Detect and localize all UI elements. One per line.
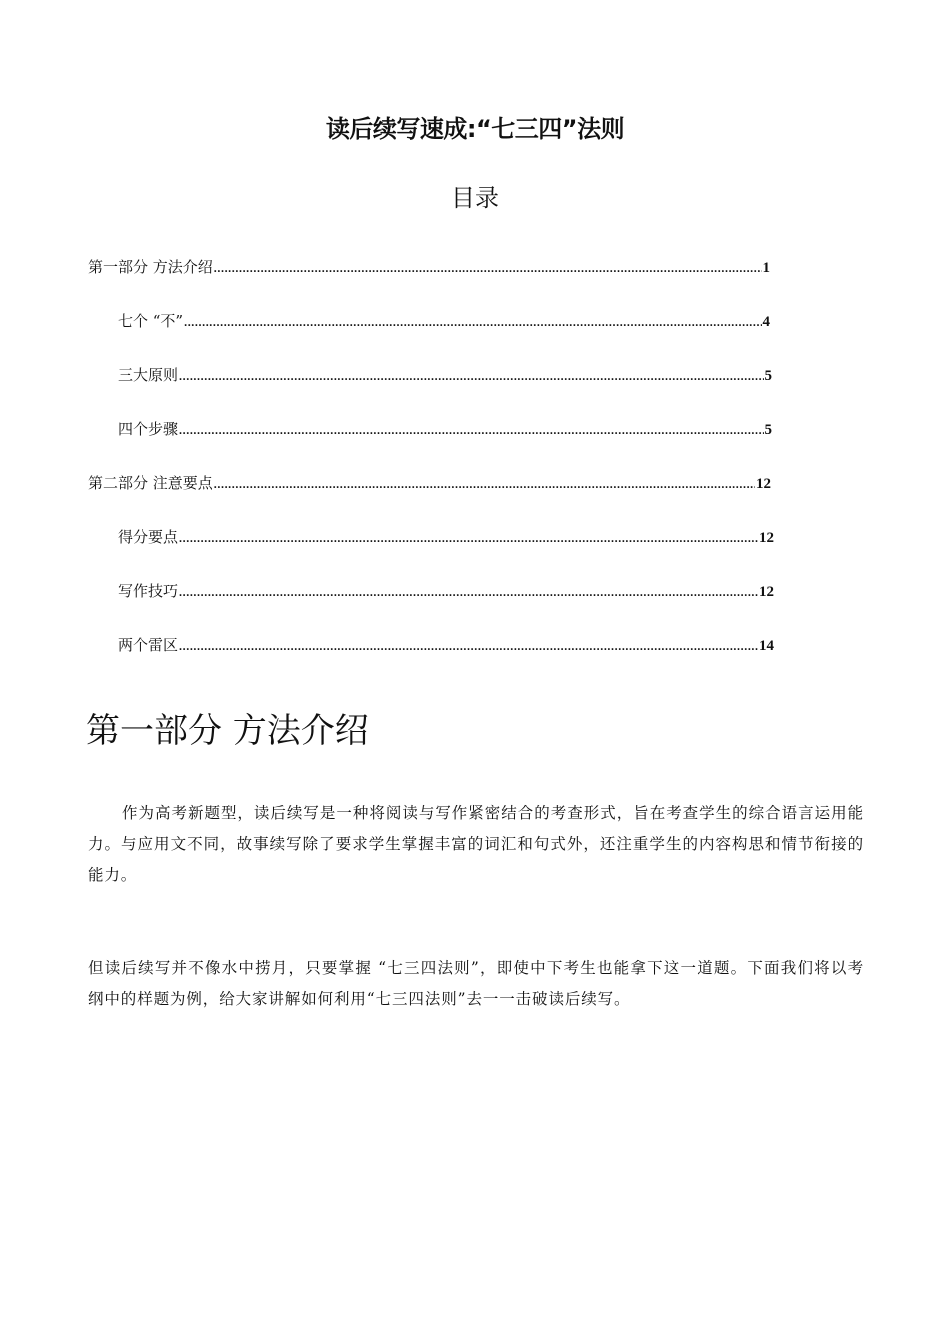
toc-dot-leader bbox=[179, 366, 763, 386]
toc-entry-label: 七个 “不” bbox=[118, 312, 184, 330]
toc-entry-label: 第一部分 方法介绍 bbox=[88, 258, 213, 276]
toc-entry-label: 第二部分 注意要点 bbox=[88, 474, 213, 492]
toc-dot-leader bbox=[179, 582, 758, 602]
toc-entry-writing-skills[interactable] bbox=[118, 581, 774, 602]
toc-dot-leader bbox=[214, 258, 762, 278]
toc-page-number: 12 bbox=[759, 584, 774, 600]
toc-entry-part-two[interactable] bbox=[88, 473, 771, 494]
toc-page-number: 12 bbox=[756, 476, 771, 492]
toc-heading: 目录 bbox=[451, 184, 499, 212]
toc-entry-part-one[interactable] bbox=[88, 257, 770, 278]
toc-page-number: 12 bbox=[759, 530, 774, 546]
toc-entry-four-steps[interactable] bbox=[118, 419, 772, 440]
toc-page-number: 5 bbox=[764, 368, 772, 384]
toc-entry-label: 四个步骤 bbox=[118, 420, 179, 438]
toc-page-number: 1 bbox=[762, 260, 770, 276]
toc-entry-label: 得分要点 bbox=[118, 528, 179, 546]
toc-entry-three-principles[interactable] bbox=[118, 365, 772, 386]
toc-entry-label: 写作技巧 bbox=[118, 582, 179, 600]
toc-dot-leader bbox=[179, 636, 758, 656]
body-paragraph: 但读后续写并不像水中捞月，只要掌握 “七三四法则”，即使中下考生也能拿下这一道题。下面我们将以考纲中的样题为例，给大家讲解如何利用“七三四法则”去一一击破读后续写。 bbox=[88, 959, 864, 1008]
toc-dot-leader bbox=[179, 420, 763, 440]
toc-entry-label: 两个雷区 bbox=[118, 636, 179, 654]
toc-entry-label: 三大原则 bbox=[118, 366, 179, 384]
toc-page-number: 5 bbox=[764, 422, 772, 438]
body-paragraph: 作为高考新题型，读后续写是一种将阅读与写作紧密结合的考查形式，旨在考查学生的综合语言运用能力。与应用文不同，故事续写除了要求学生掌握丰富的词汇和句式外，还注重学生的内容构思和情节衔接的能力。 bbox=[88, 804, 864, 884]
toc-dot-leader bbox=[184, 312, 761, 332]
toc-entry-two-minefields[interactable] bbox=[118, 635, 774, 656]
section-heading: 第一部分 方法介绍 bbox=[86, 711, 369, 751]
toc-entry-scoring-points[interactable] bbox=[118, 527, 774, 548]
toc-page-number: 4 bbox=[762, 314, 770, 330]
toc-dot-leader bbox=[179, 528, 758, 548]
document-title: 读后续写速成:“七三四”法则 bbox=[325, 115, 625, 143]
toc-page-number: 14 bbox=[759, 638, 774, 654]
toc-dot-leader bbox=[214, 474, 755, 494]
toc-entry-seven-nots[interactable] bbox=[118, 311, 770, 332]
